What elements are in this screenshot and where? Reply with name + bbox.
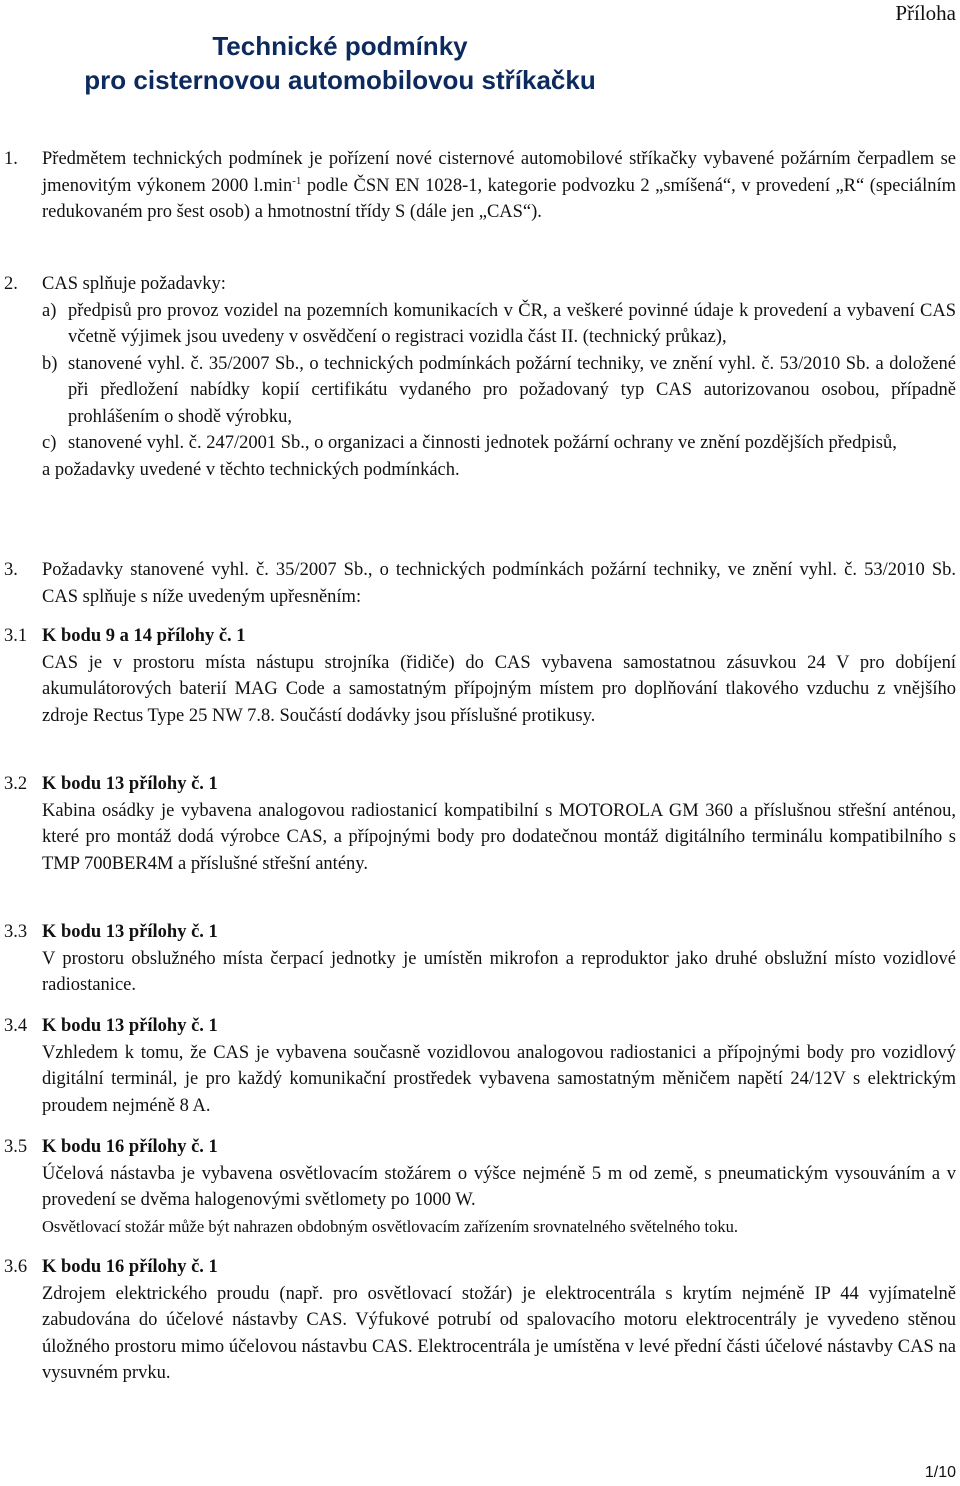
section-2-intro: CAS splňuje požadavky: (42, 274, 226, 294)
list-item-text: stanovené vyhl. č. 247/2001 Sb., o organizaci a činnosti jednotek požární ochrany ve znění pozdějších předpisů, (68, 433, 897, 453)
list-item-a (42, 298, 956, 351)
section-3-text: Požadavky stanovené vyhl. č. 35/2007 Sb., o technických podmínkách požární techniky, ve znění vyhl. č. 53/2010 Sb. CAS splňuje s níže uvedeným upřesněním: (42, 560, 956, 607)
section-3 (0, 557, 956, 610)
title-line-1: Technické podmínky (212, 31, 468, 61)
list-item-c (42, 430, 956, 457)
section-number: 3.4 (4, 1016, 28, 1036)
section-1 (0, 146, 956, 226)
section-3-3 (0, 919, 956, 999)
section-heading: K bodu 9 a 14 přílohy č. 1 (42, 626, 246, 646)
list-label: b) (42, 353, 58, 374)
list-item-text: předpisů pro provoz vozidel na pozemních komunikacích v ČR, a veškeré povinné údaje k provedení a vybavení CAS včetně výjimek jsou uvedeny v osvědčení o registraci vozidla část II. (technický průkaz), (68, 300, 956, 347)
list-item-text: stanovené vyhl. č. 35/2007 Sb., o technických podmínkách požární techniky, ve znění vyhl. č. 53/2010 Sb. a doložené při předložení nabídky kopií certifikátu vydaného pro požadovaný typ CAS autorizovanou osobou, případně prohlášením o shodě výrobku, (68, 353, 956, 427)
section-number: 3.3 (4, 922, 28, 942)
section-number: 1. (4, 149, 18, 169)
section-text: V prostoru obslužného místa čerpací jednotky je umístěn mikrofon a reproduktor jako druhé obslužní místo vozidlové radiostanice. (42, 948, 956, 995)
section-number: 3. (4, 560, 18, 580)
section-2-body (42, 271, 956, 483)
section-text: CAS je v prostoru místa nástupu strojníka (řidiče) do CAS vybavena samostatnou zásuvkou 24 V pro dobíjení akumulátorových baterií MAG Code a samostatným přípojným místem pro doplňování tlakového vzduchu z vnějšího zdroje Rectus Type 25 NW 7.8. Součástí dodávky jsou příslušné protikusy. (42, 652, 956, 726)
section-2 (0, 271, 956, 483)
section-number: 3.6 (4, 1257, 28, 1277)
section-3-5 (0, 1134, 956, 1240)
annex-label: Příloha (895, 1, 956, 25)
section-3-4 (0, 1013, 956, 1119)
section-heading: K bodu 13 přílohy č. 1 (42, 1016, 218, 1036)
section-1-text: Předmětem technických podmínek je pořízení nové cisternové automobilové stříkačky vybavené požárním čerpadlem se jmenovitým výkonem 2000 $l.\min^{-1}$ podle ČSN EN 1028-1, kategorie podvozku 2 „smíšená“, v provedení „R“ (speciálním redukovaném pro šest osob) a hmotnostní třídy S (dále jen „CAS“). (42, 149, 956, 222)
section-text: Vzhledem k tomu, že CAS je vybavena současně vozidlovou analogovou radiostanici a přípojnými body pro vozidlový digitální terminál, je pro každý komunikační prostředek vybavena samostatným měničem napětí 24/12V s elektrickým proudem nejméně 8 A. (42, 1042, 956, 1116)
section-2-closing: a požadavky uvedené v těchto technických podmínkách. (42, 459, 460, 480)
section-number: 2. (4, 274, 18, 294)
section-note: Osvětlovací stožár může být nahrazen obdobným osvětlovacím zařízením srovnatelného světelného toku. (42, 1216, 738, 1236)
section-heading: K bodu 16 přílohy č. 1 (42, 1257, 218, 1277)
section-number: 3.2 (4, 774, 28, 794)
section-3-1 (0, 623, 956, 729)
section-heading: K bodu 16 přílohy č. 1 (42, 1137, 218, 1157)
list-label: c) (42, 433, 57, 453)
superscript: -1 (292, 174, 302, 187)
title-line-2: pro cisternovou automobilovou stříkačku (84, 65, 596, 95)
section-heading: K bodu 13 přílohy č. 1 (42, 922, 218, 942)
section-text: Zdrojem elektrického proudu (např. pro osvětlovací stožár) je elektrocentrála s krytím nejméně IP 44 vyjímatelně zabudována do účelové nástavby CAS. Výfukové potrubí od spalovacího motoru elektrocentrály je vyvedeno stěnou úložného prostoru mimo účelovou nástavbu CAS. Elektrocentrála je umístěna v levé přední části účelové nástavby CAS na vysuvném prvku. (42, 1283, 956, 1383)
list-label: a) (42, 300, 57, 321)
page-number: 1/10 (924, 1463, 956, 1481)
section-text: Kabina osádky je vybavena analogovou radiostanicí kompatibilní s MOTOROLA GM 360 a příslušnou střešní anténou, které pro montáž dodá výrobce CAS, a přípojnými body pro dodatečnou montáž digitálního terminálu kompatibilního s TMP 700BER4M a příslušné střešní antény. (42, 800, 956, 874)
section-text: Účelová nástavba je vybavena osvětlovacím stožárem o výšce nejméně 5 m od země, s pneumatickým vysouváním a v provedení se dvěma halogenovými světlomety po 1000 W. (42, 1163, 956, 1210)
section-3-2 (0, 771, 956, 877)
section-3-6 (0, 1254, 956, 1387)
section-number: 3.5 (4, 1137, 28, 1157)
section-number: 3.1 (4, 626, 28, 646)
section-heading: K bodu 13 přílohy č. 1 (42, 774, 218, 794)
list-item-b (42, 351, 956, 431)
